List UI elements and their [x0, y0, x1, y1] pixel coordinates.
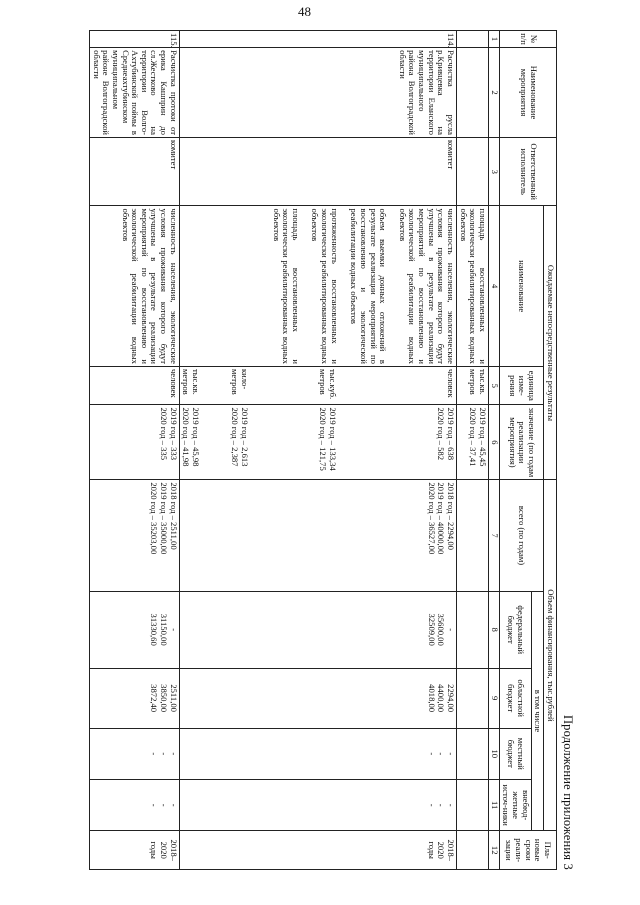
result-name: площадь восстановленных и экологически реабилитированных водных объектов	[457, 206, 489, 367]
col-number: 11	[488, 779, 499, 830]
implementation-terms: 2018– 2020 годы	[90, 831, 180, 870]
header-name: Наименование мероприятия	[499, 48, 556, 138]
result-value: 2019 год – 2,613 2020 год – 2,387	[230, 407, 250, 467]
header-res-unit: единица изме-рения	[499, 366, 544, 405]
financing-local: - - -	[179, 728, 456, 779]
rotated-table-sheet	[55, 30, 575, 870]
result-value: 2019 год – 333 2020 год – 335	[90, 405, 180, 480]
header-fin-reg: областной бюджет	[499, 668, 531, 728]
table-row-114	[179, 31, 456, 870]
header-fin-ext: внебюд-жетные источ-ники	[499, 779, 531, 830]
result-name: площадь восстановленных и экологически реабилитированных водных объектов	[271, 208, 301, 364]
col-number: 5	[488, 366, 499, 405]
page-number: 48	[298, 4, 311, 19]
header-terms: Пла-новые сроки реали-зации	[499, 831, 556, 870]
result-unit: кило-метров	[230, 368, 250, 395]
row-number: 114.	[179, 31, 456, 48]
continuation-label: Продолжение приложения 3	[561, 714, 575, 870]
col-number: 8	[488, 591, 499, 668]
col-number: 6	[488, 405, 499, 480]
result-value: 2019 год – 133,34 2020 год – 121,75	[318, 407, 338, 471]
financing-total: 2018 год – 2294,00 2019 год – 40000,00 2020 год – 36527,00	[179, 480, 456, 591]
column-numbers-row	[488, 31, 499, 870]
col-number: 3	[488, 137, 499, 205]
header-fin-total: всего (по годам)	[499, 480, 544, 591]
row-number: 115.	[90, 31, 180, 48]
col-number: 12	[488, 831, 499, 870]
header-res-value: значение (по годам реализации мероприятия)	[499, 405, 544, 480]
financing-extrabudget: - - -	[179, 779, 456, 830]
col-number: 4	[488, 206, 499, 367]
implementation-terms: 2018– 2020 годы	[179, 831, 456, 870]
result-unit: тыс.куб. метров	[318, 368, 338, 400]
financing-regional: 2511,00 3850,00 3872,40	[90, 668, 180, 728]
header-results: Ожидаемые непосредственные результаты	[544, 206, 557, 480]
result-unit: человек	[446, 368, 456, 398]
financing-local: - - -	[90, 728, 180, 779]
col-number: 9	[488, 668, 499, 728]
result-value: 2019 год – 45,98 2020 год – 41,98	[181, 407, 201, 467]
header-fin-loc: местный бюджет	[499, 728, 531, 779]
header-fin-fed: федеральный бюджет	[499, 591, 531, 668]
col-number: 1	[488, 31, 499, 48]
result-unit: человек	[90, 366, 180, 405]
result-unit: тыс.кв. метров	[457, 366, 489, 405]
executor: комитет	[179, 137, 456, 205]
result-name: численность населения, экологические условия проживания которого будут улучшены в результате реализации мероприятий по восстановлению и экологической реабилитации водных объектов	[90, 206, 180, 367]
col-number: 10	[488, 728, 499, 779]
result-name: протяженность восстановленных и экологически реабилитированных водных объектов	[310, 208, 340, 364]
table-row-115	[90, 31, 180, 870]
measure-name: Расчистка русла р.Кривцевка на территории Еланского муниципального района Волгоградской области	[179, 48, 456, 138]
header-exec: Ответственный исполнитель	[499, 137, 556, 205]
financing-total: 2018 год – 2511,00 2019 год – 35000,00 2020 год – 35203,00	[90, 480, 180, 591]
col-number: 2	[488, 48, 499, 138]
header-num: № п/п	[499, 31, 556, 48]
result-name: численность населения, экологические условия проживания которого будут улучшены в результате реализации мероприятий по восстановлению и экологической реабилитации водных объектов	[397, 208, 456, 364]
financing-federal: - 35600,00 32509,00	[179, 591, 456, 668]
header-financing: Объем финансирования, тыс.рублей	[544, 480, 557, 831]
col-number: 7	[488, 480, 499, 591]
measure-name: Расчистка протоки от ерика Кашприн до сл.Жестково на территории Волго-Ахтубинской поймы в Среднеахтубинском муниципальном районе Волгоградской области	[90, 48, 180, 138]
financing-extrabudget: - - -	[90, 779, 180, 830]
result-name: объем выемки донных отложений в результате реализации мероприятий по восстановлению и экологической реабилитации водных объектов	[349, 208, 389, 364]
financing-regional: 2294,00 4400,00 4018,00	[179, 668, 456, 728]
header-fin-incl: в том числе	[531, 591, 544, 831]
result-unit: тыс.кв. метров	[181, 368, 201, 395]
table-row-carry	[457, 31, 489, 870]
header-res-name: наименование	[499, 206, 544, 367]
result-value: 2019 год – 638 2020 год – 582	[436, 407, 456, 461]
result-value: 2019 год – 45,45 2020 год – 37,41	[457, 405, 489, 480]
executor: комитет	[90, 137, 180, 205]
financing-federal: - 31150,00 31330,60	[90, 591, 180, 668]
program-table	[89, 30, 557, 870]
